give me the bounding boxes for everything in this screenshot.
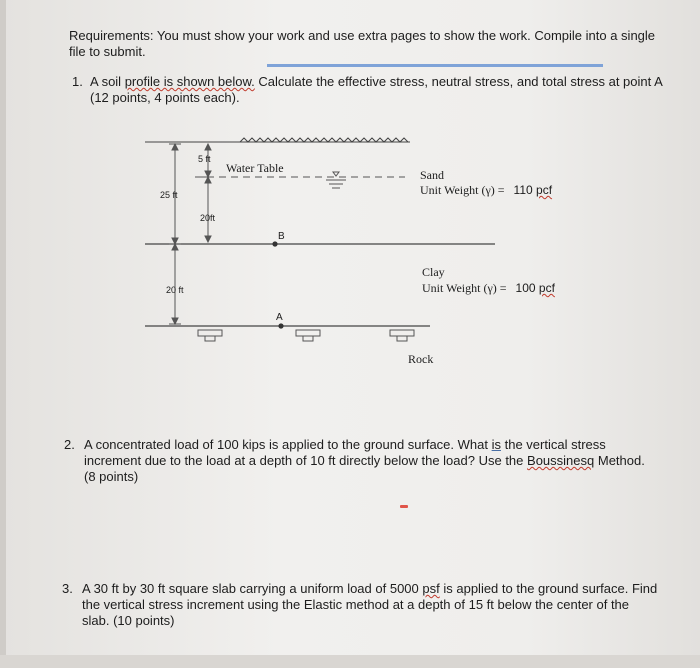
label-point-b: B [278,231,285,242]
rock-label: Rock [408,352,434,366]
clay-label: Clay [422,265,445,279]
question-3-line-1 [82,581,657,597]
red-mark [400,505,408,508]
point-b-marker [272,241,277,246]
sand-unit-weight [420,182,552,198]
question-2-line-2a: increment due to the load at a depth of 10 ft directly below the load? Use the [84,453,524,468]
sand-weight-value: 110 [513,183,533,197]
label-point-a: A [276,312,283,323]
sand-label: Sand [420,168,444,182]
question-2-is: is [491,437,501,452]
question-3-number: 3. [62,581,73,596]
requirements-line-2: file to submit. [69,44,146,59]
question-2-number: 2. [64,437,75,452]
clay-weight-value: 100 [515,281,536,295]
requirements-line-1: Requirements: You must show your work and use extra pages to show the work. Compile into a single [69,28,656,43]
question-1-text-part1: A soil [90,74,122,89]
question-3-line-1a: A 30 ft by 30 ft square slab carrying a uniform load of 5000 [82,581,419,596]
question-2-line-1a: A concentrated load of 100 kips is applied to the ground surface. What [84,437,488,452]
question-2-line-2b: Method. [597,453,645,468]
rock-pattern [198,330,414,341]
question-1-text-part2: Calculate the effective stress, neutral stress, and total stress at point A [258,74,663,89]
label-20ft: 20 ft [166,285,184,295]
question-1-points: (12 points, 4 points each). [90,90,240,105]
label-water-table: Water Table [226,161,284,175]
question-3-line-3: slab. (10 points) [82,613,175,628]
question-2-line-2 [84,453,645,469]
ground-surface [145,138,410,142]
question-3-line-1b: is applied to the ground surface. Find [443,581,658,596]
question-3-line-2: the vertical stress increment using the Elastic method at a depth of 15 ft below the center of the [82,597,630,612]
clay-weight-unit: pcf [538,281,555,295]
question-2-line-1b: the vertical stress [504,437,606,452]
clay-weight-prefix: Unit Weight (γ) = [422,281,510,295]
label-20ft-inner: 20ft [200,213,216,223]
question-2-points: (8 points) [84,469,139,484]
question-2-boussinesq: Boussinesq [527,453,595,468]
question-3-psf: psf [422,581,440,596]
label-5ft: 5 ft [198,154,211,164]
water-table-symbol [326,172,346,188]
sand-weight-prefix: Unit Weight (γ) = [420,183,508,197]
clay-unit-weight [422,280,555,296]
label-25ft: 25 ft [160,190,178,200]
question-2-line-1 [84,437,606,453]
sand-weight-unit: pcf [536,183,553,197]
question-1-link[interactable]: profile is shown below. [124,74,255,89]
question-1-number: 1. [72,74,83,89]
